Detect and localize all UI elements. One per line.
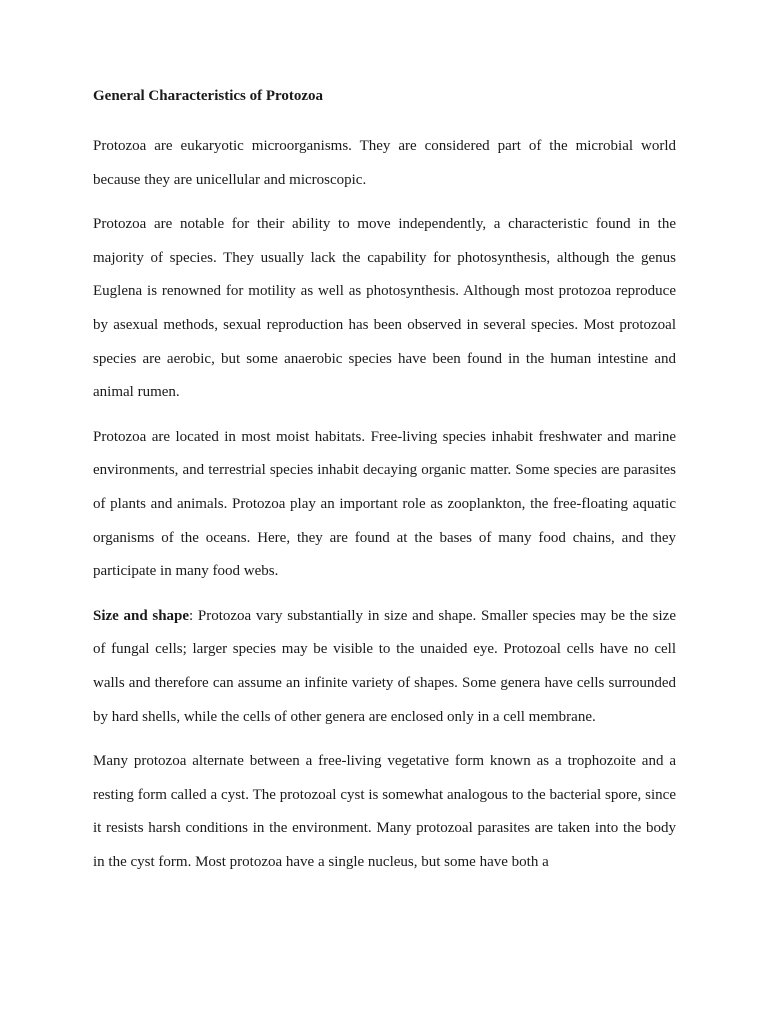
paragraph-habitats: Protozoa are located in most moist habitats. Free-living species inhabit freshwater and marine environments, and terrestrial species inhabit decaying organic matter. Some species are parasites of plants and animals. Protozoa play an important role as zooplankton, the free-floating aquatic organisms of the oceans. Here, they are found at the bases of many food chains, and they participate in many food webs. (93, 428, 676, 580)
document-page (93, 86, 676, 890)
paragraph-motility: Protozoa are notable for their ability to move independently, a characteristic found in the majority of species. They usually lack the capability for photosynthesis, although the genus Euglena is renowned for motility as well as photosynthesis. Although most protozoa reproduce by asexual methods, sexual reproduction has been observed in several species. Most protozoal species are aerobic, but some anaerobic species have been found in the human intestine and animal rumen. (93, 216, 676, 401)
size-shape-label: Size and shape (93, 607, 190, 624)
size-shape-text: : Protozoa vary substantially in size and shape. Smaller species may be the size of fungal cells; larger species may be visible to the unaided eye. Protozoal cells have no cell walls and therefore can assume an infinite variety of shapes. Some genera have cells surrounded by hard shells, while the cells of other genera are enclosed only in a cell membrane. (93, 607, 676, 725)
paragraph-intro: Protozoa are eukaryotic microorganisms. They are considered part of the microbial world because they are unicellular and microscopic. (93, 138, 676, 188)
paragraph-size-shape (93, 600, 676, 734)
paragraph-cyst: Many protozoa alternate between a free-living vegetative form known as a trophozoite and a resting form called a cyst. The protozoal cyst is somewhat analogous to the bacterial spore, since it resists harsh conditions in the environment. Many protozoal parasites are taken into the body in the cyst form. Most protozoa have a single nucleus, but some have both a (93, 753, 676, 870)
document-title: General Characteristics of Protozoa (93, 88, 324, 104)
